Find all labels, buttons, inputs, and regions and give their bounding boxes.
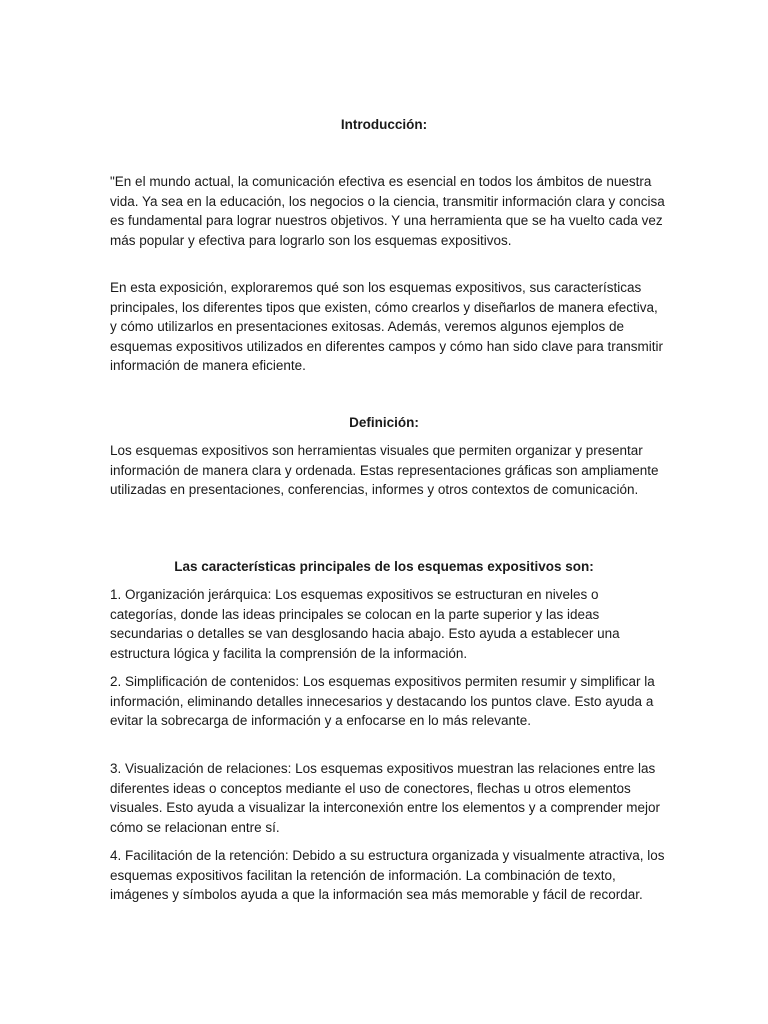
- characteristics-list-item: 1. Organización jerárquica: Los esquemas expositivos se estructuran en niveles o categorías, donde las ideas principales se colocan en la parte superior y las ideas secundarias o detalles se van desglosando hacia abajo. Esto ayuda a establecer una estructura lógica y facilita la comprensión de la información.: [110, 587, 620, 661]
- introduction-paragraph: "En el mundo actual, la comunicación efectiva es esencial en todos los ámbitos de nuestra vida. Ya sea en la educación, los negocios o la ciencia, transmitir información clara y concisa es fundamental para lograr nuestros objetivos. Y una herramienta que se ha vuelto cada vez más popular y efectiva para lograrlo son los esquemas expositivos.: [110, 174, 665, 248]
- characteristics-list-item: 4. Facilitación de la retención: Debido a su estructura organizada y visualmente atractiva, los esquemas expositivos facilitan la retención de información. La combinación de texto, imágenes y símbolos ayuda a que la información sea más memorable y fácil de recordar.: [110, 848, 665, 902]
- introduction-paragraph: En esta exposición, exploraremos qué son los esquemas expositivos, sus características principales, los diferentes tipos que existen, cómo crearlos y diseñarlos de manera efectiva, y cómo utilizarlos en presentaciones exitosas. Además, veremos algunos ejemplos de esquemas expositivos utilizados en diferentes campos y cómo han sido clave para transmitir información de manera eficiente.: [110, 280, 664, 373]
- characteristics-heading: Las características principales de los esquemas expositivos son:: [174, 559, 594, 574]
- definition-heading: Definición:: [349, 415, 419, 430]
- definition-paragraph: Los esquemas expositivos son herramientas visuales que permiten organizar y presentar información de manera clara y ordenada. Estas representaciones gráficas son ampliamente utilizadas en presentaciones, conferencias, informes y otros contextos de comunicación.: [110, 443, 659, 497]
- introduction-heading: Introducción:: [340, 117, 428, 132]
- characteristics-list-item: 2. Simplificación de contenidos: Los esquemas expositivos permiten resumir y simplificar la información, eliminando detalles innecesarios y destacando los puntos clave. Esto ayuda a evitar la sobrecarga de información y a enfocarse en lo más relevante.: [110, 674, 655, 728]
- characteristics-list-item: 3. Visualización de relaciones: Los esquemas expositivos muestran las relaciones entre las diferentes ideas o conceptos mediante el uso de conectores, flechas u otros elementos visuales. Esto ayuda a visualizar la interconexión entre los elementos y a comprender mejor cómo se relacionan entre sí.: [110, 761, 661, 835]
